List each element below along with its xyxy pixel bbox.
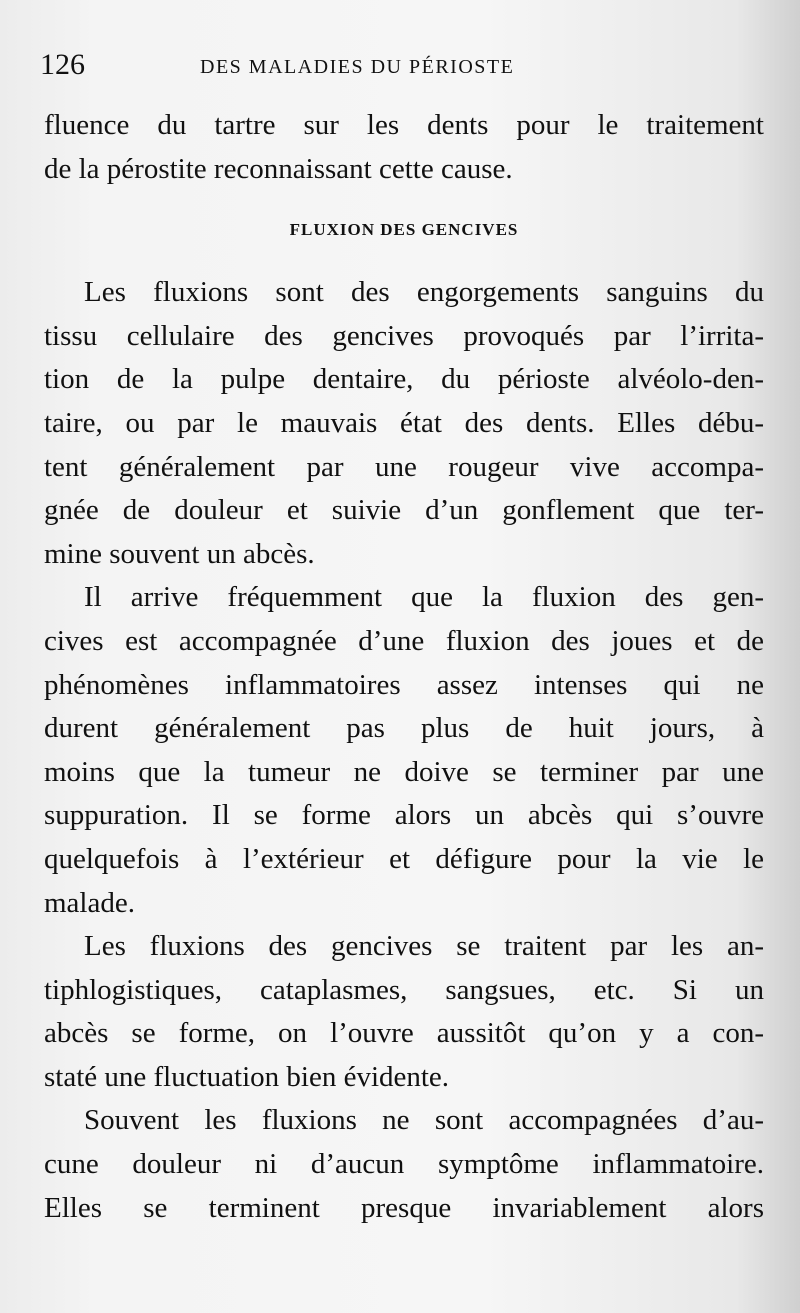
text-line: tion de la pulpe dentaire, du périoste alvéolo-den- — [44, 363, 764, 396]
text-line: tent généralement par une rougeur vive accompa- — [44, 450, 764, 483]
text-line: Elles se terminent presque invariablement alors — [44, 1191, 764, 1224]
text-line: staté une fluctuation bien évidente. — [44, 1060, 450, 1093]
text-line: cune douleur ni d’aucun symptôme inflammatoire. — [44, 1148, 764, 1181]
text-line: quelquefois à l’extérieur et défigure pour la vie le — [44, 842, 764, 875]
text-line: phénomènes inflammatoires assez intenses qui ne — [44, 668, 764, 701]
text-line: taire, ou par le mauvais état des dents. Elles débu- — [44, 406, 764, 439]
running-head — [40, 48, 760, 88]
text-line: durent généralement pas plus de huit jours, à — [44, 712, 764, 745]
body-text — [44, 104, 764, 1230]
paragraph — [44, 1099, 764, 1230]
text-line: fluence du tartre sur les dents pour le traitement — [44, 109, 764, 141]
text-line: Il arrive fréquemment que la fluxion des gen- — [84, 581, 764, 614]
paragraph — [44, 271, 764, 576]
page-number: 126 — [40, 48, 85, 81]
text-line: tissu cellulaire des gencives provoqués par l’irrita- — [44, 319, 764, 352]
running-title: DES MALADIES DU PÉRIOSTE — [200, 56, 515, 78]
text-line: Les fluxions sont des engorgements sanguins du — [84, 276, 764, 309]
text-line: suppuration. Il se forme alors un abcès qui s’ouvre — [44, 799, 764, 832]
text-line: moins que la tumeur ne doive se terminer par une — [44, 755, 764, 788]
section-heading: FLUXION DES GENCIVES — [289, 220, 519, 240]
text-line: de la pérostite reconnaissant cette cause. — [44, 152, 513, 185]
text-line: abcès se forme, on l’ouvre aussitôt qu’on y a con- — [44, 1017, 764, 1050]
text-line: Souvent les fluxions ne sont accompagnées d’au- — [84, 1104, 764, 1137]
continuation-paragraph — [44, 104, 764, 191]
paragraph — [44, 925, 764, 1099]
text-line: malade. — [44, 886, 135, 919]
text-line: Les fluxions des gencives se traitent par les an- — [84, 930, 764, 963]
text-line: tiphlogistiques, cataplasmes, sangsues, etc. Si un — [44, 973, 764, 1006]
paragraph — [44, 576, 764, 925]
text-line: gnée de douleur et suivie d’un gonflement que ter- — [44, 494, 764, 527]
text-line: mine souvent un abcès. — [44, 537, 315, 570]
text-line: cives est accompagnée d’une fluxion des joues et de — [44, 624, 764, 657]
